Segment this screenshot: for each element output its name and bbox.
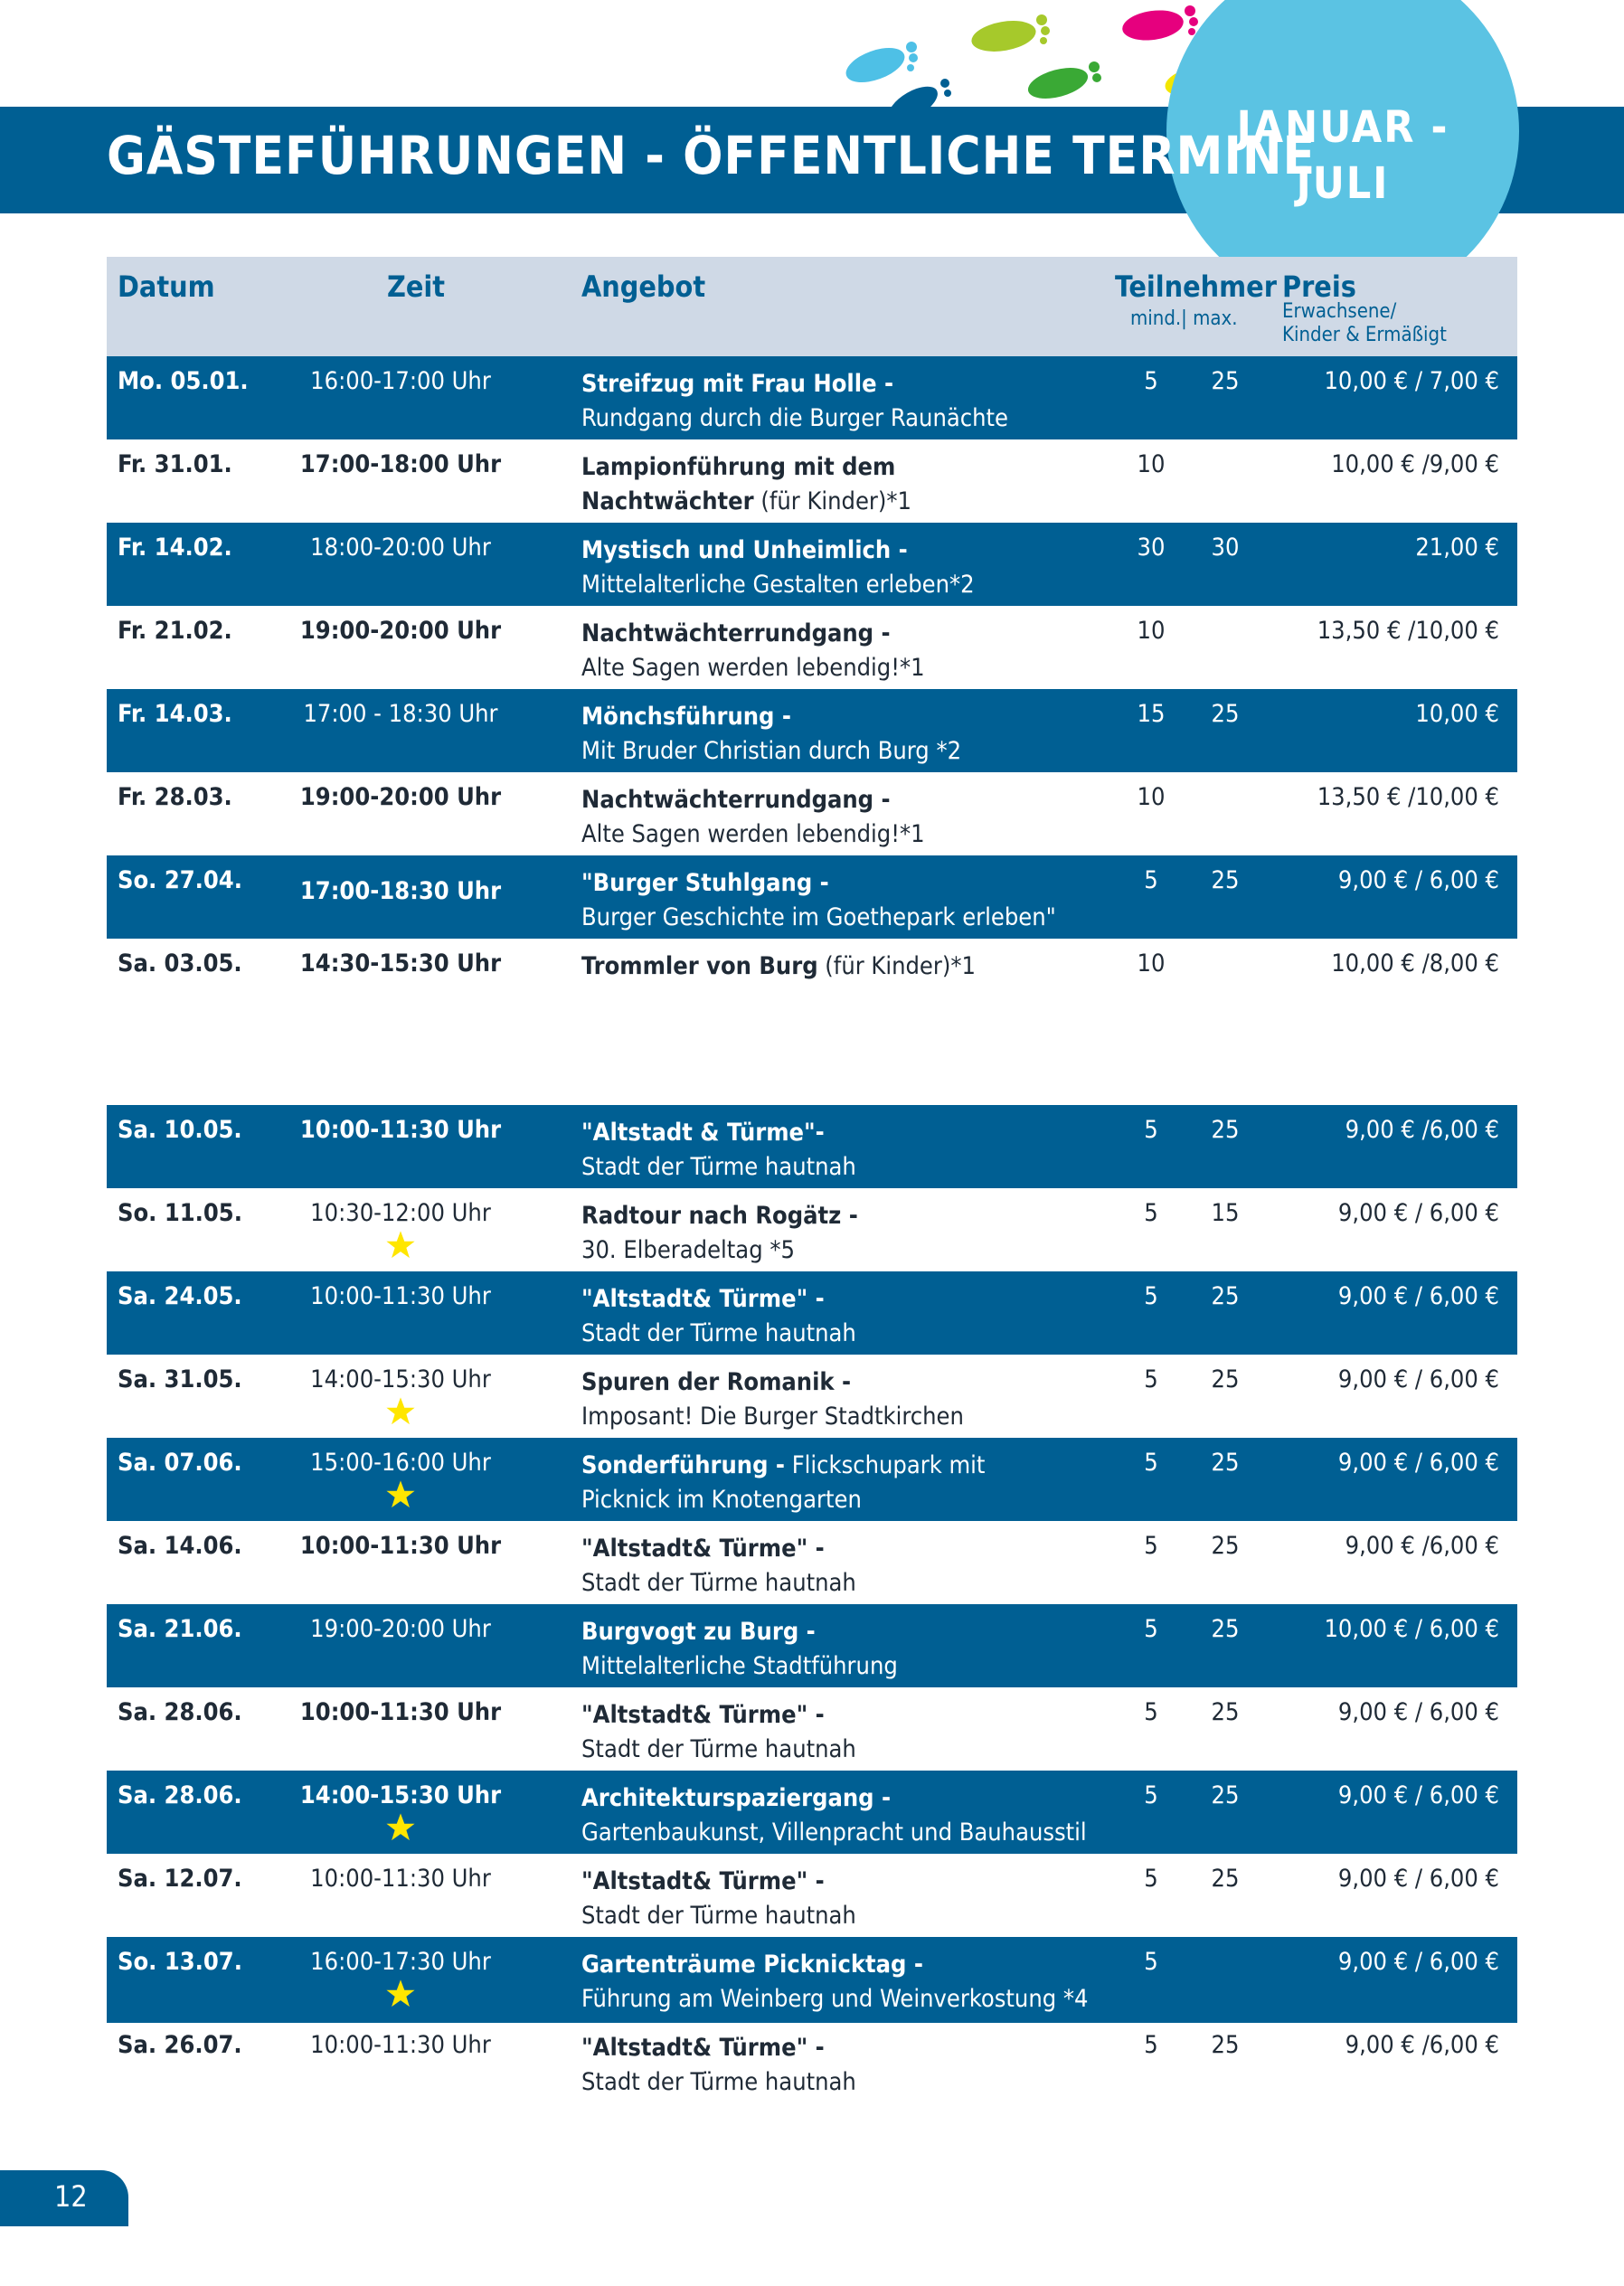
row-max: 25 [1211,1365,1240,1393]
row-time: 15:00-16:00 Uhr [310,1449,491,1477]
row-min: 5 [1144,1282,1158,1310]
star-icon [385,1979,416,2009]
row-price: 13,50 € /10,00 € [1317,617,1499,645]
row-min: 10 [1137,783,1166,811]
table-row [107,689,1517,772]
page-number: 12 [54,2179,88,2214]
row-offer-subtitle: Stadt der Türme hautnah [581,1902,856,1930]
row-offer-subtitle: 30. Elberadeltag *5 [581,1236,795,1264]
row-price: 9,00 € / 6,00 € [1337,866,1499,894]
table-row [107,606,1517,689]
row-max: 25 [1211,1532,1240,1560]
row-date: Sa. 26.07. [118,2031,242,2059]
row-max: 25 [1211,2031,1240,2059]
row-time: 14:00-15:30 Uhr [299,1781,502,1809]
period-line-2: JULI [1296,158,1390,209]
column-datum: Datum [118,269,215,304]
table-row [107,439,1517,523]
row-price: 9,00 € / 6,00 € [1337,1781,1499,1809]
star-icon [385,1812,416,1843]
row-offer [581,450,911,519]
row-max: 25 [1211,866,1240,894]
row-price: 9,00 € / 6,00 € [1337,1365,1499,1393]
row-offer-title: "Altstadt& Türme" - [581,1535,825,1563]
row-date: Sa. 28.06. [118,1698,242,1726]
table-bottom-rule [107,2020,1517,2023]
row-date: Sa. 21.06. [118,1615,242,1643]
period-label [1166,99,1519,212]
row-time: 10:00-11:30 Uhr [310,1865,491,1893]
row-time: 14:00-15:30 Uhr [310,1365,491,1393]
column-preis-sub-2: Kinder & Ermäßigt [1282,324,1447,346]
row-max: 25 [1211,1282,1240,1310]
row-min: 5 [1144,1116,1158,1144]
table-row [107,855,1517,939]
row-min: 10 [1137,450,1166,478]
column-teilnehmer-sub: mind.| max. [1130,307,1238,330]
table-row [107,772,1517,855]
table-row [107,1521,1517,1604]
table-row [107,939,1517,1022]
table-row [107,2020,1517,2103]
row-max: 25 [1211,367,1240,395]
row-price: 9,00 € / 6,00 € [1337,1449,1499,1477]
row-time: 19:00-20:00 Uhr [310,1615,491,1643]
row-offer [581,783,925,852]
row-time: 14:30-15:30 Uhr [299,949,502,978]
row-max: 25 [1211,1116,1240,1144]
row-time: 10:00-11:30 Uhr [299,1116,502,1144]
row-time: 17:00 - 18:30 Uhr [303,700,498,728]
row-date: Sa. 12.07. [118,1865,242,1893]
row-offer [581,1698,856,1767]
table-row [107,1604,1517,1687]
row-date: Fr. 14.02. [118,534,232,562]
row-offer [581,2031,856,2100]
row-date: Sa. 14.06. [118,1532,242,1560]
row-offer-subtitle: Burger Geschichte im Goethepark erleben" [581,903,1056,931]
row-max: 25 [1211,700,1240,728]
row-offer [581,1865,856,1933]
row-price: 10,00 € [1415,700,1499,728]
row-offer-title: Gartenträume Picknicktag - [581,1951,923,1979]
row-offer [581,1532,856,1601]
row-offer [581,1781,1087,1850]
column-angebot: Angebot [581,269,706,304]
star-icon [385,1230,416,1261]
row-offer-title: Mystisch und Unheimlich - [581,536,908,564]
row-min: 5 [1144,1865,1158,1893]
row-time: 10:00-11:30 Uhr [299,1698,502,1726]
row-min: 5 [1144,1948,1158,1976]
row-price: 10,00 € /8,00 € [1331,949,1499,978]
row-offer-title: Mönchsführung - [581,703,791,731]
row-offer-title: Streifzug mit Frau Holle - [581,370,894,398]
row-date: So. 27.04. [118,866,242,894]
row-min: 5 [1144,1365,1158,1393]
row-date: Mo. 05.01. [118,367,249,395]
row-time: 10:30-12:00 Uhr [310,1199,491,1227]
row-max: 30 [1211,534,1240,562]
row-offer-title: Spuren der Romanik - [581,1368,852,1396]
table-row [107,356,1517,439]
table-row [107,1188,1517,1271]
row-offer [581,1365,964,1434]
row-price: 9,00 € / 6,00 € [1337,1199,1499,1227]
row-price: 10,00 € / 7,00 € [1324,367,1499,395]
row-offer-title: Sonderführung - [581,1451,785,1479]
row-min: 5 [1144,1449,1158,1477]
table-row [107,1355,1517,1438]
row-date: Sa. 07.06. [118,1449,242,1477]
row-date: Sa. 24.05. [118,1282,242,1310]
row-min: 10 [1137,949,1166,978]
row-time: 19:00-20:00 Uhr [299,783,502,811]
row-offer-subtitle: Mittelalterliche Gestalten erleben*2 [581,571,975,599]
row-offer-subtitle: Rundgang durch die Burger Raunächte [581,404,1008,432]
row-offer-subtitle: Mit Bruder Christian durch Burg *2 [581,737,962,765]
page-title: GÄSTEFÜHRUNGEN - ÖFFENTLICHE TERMINE [107,125,1317,186]
row-min: 30 [1137,534,1166,562]
row-time: 18:00-20:00 Uhr [310,534,491,562]
row-offer [581,1116,856,1185]
row-offer [581,1199,858,1268]
row-price: 10,00 € /9,00 € [1331,450,1499,478]
row-price: 10,00 € / 6,00 € [1324,1615,1499,1643]
row-offer [581,700,961,769]
row-offer-subtitle: Picknick im Knotengarten [581,1486,862,1514]
table-row [107,1271,1517,1355]
row-offer [581,1615,898,1684]
row-min: 5 [1144,367,1158,395]
row-offer-subtitle: Stadt der Türme hautnah [581,2068,856,2096]
row-offer [581,1449,985,1517]
row-time: 17:00-18:30 Uhr [299,877,502,905]
row-date: Fr. 21.02. [118,617,232,645]
row-offer-title: Burgvogt zu Burg - [581,1618,816,1646]
row-min: 5 [1144,1698,1158,1726]
row-date: Sa. 31.05. [118,1365,242,1393]
row-min: 5 [1144,1199,1158,1227]
row-price: 9,00 € / 6,00 € [1337,1865,1499,1893]
row-offer [581,1948,1088,2017]
row-date: Sa. 28.06. [118,1781,242,1809]
row-offer-title: Nachtwächterrundgang - [581,619,891,647]
row-offer-subtitle-bold: Nachtwächter [581,487,754,515]
row-date: Sa. 03.05. [118,949,242,978]
row-max: 25 [1211,1865,1240,1893]
row-offer-subtitle: Stadt der Türme hautnah [581,1569,856,1597]
row-offer-subtitle: Stadt der Türme hautnah [581,1153,856,1181]
row-date: So. 13.07. [118,1948,242,1976]
footprint-icon [969,14,1101,104]
column-preis: Preis [1282,269,1356,304]
row-offer-subtitle: Alte Sagen werden lebendig!*1 [581,820,925,848]
row-offer-subtitle: Stadt der Türme hautnah [581,1319,856,1347]
row-time: 19:00-20:00 Uhr [299,617,502,645]
period-line-1: JANUAR - [1236,102,1449,153]
row-price: 9,00 € /6,00 € [1345,2031,1499,2059]
row-time: 10:00-11:30 Uhr [310,2031,491,2059]
column-zeit: Zeit [387,269,446,304]
row-offer-title: "Altstadt & Türme"- [581,1119,825,1147]
row-price: 9,00 € / 6,00 € [1337,1282,1499,1310]
row-offer-title-rest: (für Kinder)*1 [817,952,976,980]
row-offer-title: "Altstadt& Türme" - [581,2034,825,2062]
table-row-spacer [107,1022,1517,1105]
row-price: 9,00 € /6,00 € [1345,1116,1499,1144]
table-row [107,1771,1517,1854]
table-row [107,1937,1517,2020]
column-teilnehmer: Teilnehmer [1115,269,1277,304]
row-price: 9,00 € / 6,00 € [1337,1948,1499,1976]
row-price: 21,00 € [1415,534,1499,562]
row-date: Fr. 31.01. [118,450,232,478]
row-price: 13,50 € /10,00 € [1317,783,1499,811]
row-time: 16:00-17:00 Uhr [310,367,491,395]
table-header [107,257,1517,356]
row-offer [581,617,925,685]
row-date: Fr. 14.03. [118,700,232,728]
row-offer [581,367,1008,436]
row-offer-title: Radtour nach Rogätz - [581,1202,858,1230]
row-date: Fr. 28.03. [118,783,232,811]
star-icon [385,1479,416,1510]
table-row [107,523,1517,606]
row-date: So. 11.05. [118,1199,242,1227]
table-row [107,1438,1517,1521]
row-offer-title: Trommler von Burg [581,952,818,980]
row-min: 5 [1144,1532,1158,1560]
events-table [107,356,1517,2103]
row-offer-title: Architekturspaziergang - [581,1784,892,1812]
row-offer-title: "Altstadt& Türme" - [581,1285,825,1313]
row-offer-title-rest: Flickschupark mit [785,1451,986,1479]
row-offer-subtitle: Imposant! Die Burger Stadtkirchen [581,1403,964,1431]
row-offer [581,534,975,602]
row-offer-title: Lampionführung mit dem [581,453,896,481]
row-price: 9,00 € /6,00 € [1345,1532,1499,1560]
row-price: 9,00 € / 6,00 € [1337,1698,1499,1726]
row-offer-subtitle: Führung am Weinberg und Weinverkostung *4 [581,1985,1089,2013]
row-min: 5 [1144,1615,1158,1643]
row-min: 10 [1137,617,1166,645]
row-min: 15 [1137,700,1166,728]
row-min: 5 [1144,1781,1158,1809]
row-offer [581,949,976,984]
row-min: 5 [1144,866,1158,894]
row-time: 10:00-11:30 Uhr [310,1282,491,1310]
row-max: 25 [1211,1449,1240,1477]
row-offer-title: "Burger Stuhlgang - [581,869,829,897]
row-offer-subtitle: Stadt der Türme hautnah [581,1735,856,1763]
row-offer-title: "Altstadt& Türme" - [581,1701,825,1729]
row-offer-title: Nachtwächterrundgang - [581,786,891,814]
row-max: 25 [1211,1615,1240,1643]
row-date: Sa. 10.05. [118,1116,242,1144]
row-time: 17:00-18:00 Uhr [299,450,502,478]
row-offer-subtitle: Gartenbaukunst, Villenpracht und Bauhausstil [581,1818,1087,1847]
row-offer-subtitle: (für Kinder)*1 [753,487,911,515]
table-row [107,1854,1517,1937]
row-min: 5 [1144,2031,1158,2059]
row-offer-title: "Altstadt& Türme" - [581,1867,825,1895]
row-offer-subtitle: Mittelalterliche Stadtführung [581,1652,898,1680]
row-offer-subtitle: Alte Sagen werden lebendig!*1 [581,654,925,682]
table-row [107,1105,1517,1188]
row-max: 25 [1211,1698,1240,1726]
row-offer [581,866,1056,935]
row-time: 10:00-11:30 Uhr [299,1532,502,1560]
table-row [107,1687,1517,1771]
star-icon [385,1396,416,1427]
row-offer [581,1282,856,1351]
column-preis-sub-1: Erwachsene/ [1282,300,1397,323]
row-max: 15 [1211,1199,1240,1227]
row-max: 25 [1211,1781,1240,1809]
row-time: 16:00-17:30 Uhr [310,1948,491,1976]
